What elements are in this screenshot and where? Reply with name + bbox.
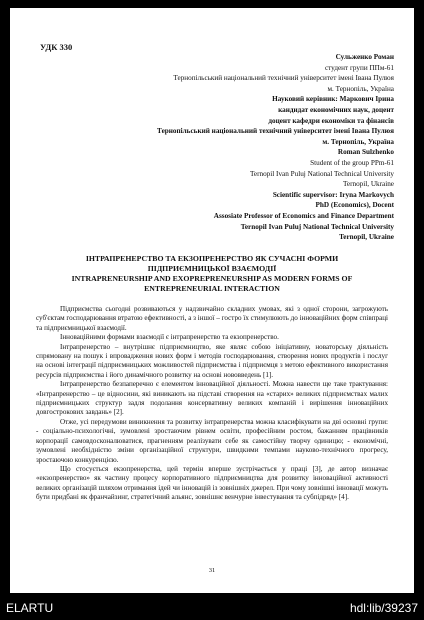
author-name-en: Roman Sulzhenko xyxy=(337,148,394,157)
supervisor-degree-en: PhD (Economics), Docent xyxy=(315,201,394,210)
paragraph: Що стосується екзопренерства, цей термін вперше зустрічається у праці [3], де автор визначає «екзопренерство» як частину процесу корпоративного підприємництва для розвитку інноваційної активності великих організацій шляхом отримання ідей чи інновацій із зовнішніх джерел. При чому зовнішні інновації можуть бути придбані як франчайзинг, стратегічний альянс, зовнішнє венчурне інвестування та субпідряд» [4]. xyxy=(36,464,388,502)
handle-id[interactable]: hdl:lib/39237 xyxy=(349,601,418,615)
paragraph: Інтрапренерство – внутрішнє підприємництво, яке являє собою ініціативну, новаторську діяльність спрямовану на пошук і впровадження нових форм і методів господарювання, створення нових продуктів і послуг на основі інтеграції підприємницьких можливостей підприємства і підприємця з метою ефективного використання ресурсів підприємства і його динамічного розвитку на основі нововведень [1]. xyxy=(36,342,388,379)
title-ua-line1: ІНТРАПРЕНЕРСТВО ТА ЕКЗОПРЕНЕРСТВО ЯК СУЧАСНІ ФОРМИ xyxy=(85,254,339,263)
supervisor-position-ua: доцент кафедри економіки та фінансів xyxy=(268,116,394,125)
paragraph: Інноваційними формами взаємодії є інтрапренерство та екзопренерство. xyxy=(60,333,279,342)
paper-page xyxy=(10,8,414,593)
supervisor-position-en: Assosiate Professor of Economics and Finance Department xyxy=(213,211,394,220)
author-university-ua: Тернопільський національний технічний університет імені Івана Пулюя xyxy=(173,74,394,83)
article-body xyxy=(36,305,388,503)
author-info xyxy=(100,52,394,243)
repository-name: ELARTU xyxy=(6,601,54,615)
author-status-ua: студент групи ППм-61 xyxy=(324,63,394,72)
paragraph: Отже, усі передумови виникнення та розвитку інтрапренерства можна класифікувати на дві основні групи: - соціально-психологічні, зумовлені зростаючим рівнем освіти, професійним ростом, бажанням працівників корпорації самовдосконалюватися, прагненням реалізувати себе як самостійну творчу одиницю; - економічні, зумовлені необхідністю зміни організаційної структури, швидкими темпами науково-технічного прогресу, зростаючою конкуренцією. xyxy=(36,417,388,464)
author-university-en: Ternopil Ivan Puluj National Technical University xyxy=(250,169,394,178)
author-city-en: Ternopil, Ukraine xyxy=(343,180,394,189)
supervisor-ua: Науковий керівник: Маркович Ірина xyxy=(272,95,394,104)
supervisor-university-ua: Тернопільський національний технічний університет імені Івана Пулюя xyxy=(157,127,394,136)
page-number: 31 xyxy=(208,567,216,574)
supervisor-city-en: Ternopil, Ukraine xyxy=(339,233,394,242)
title-en-line2: ENTREPRENEURIAL INTERACTION xyxy=(144,284,280,293)
paragraph: Інтрапренерство безпаперечно є елементом інноваційної діяльності. Можна навести ще таке трактування: «Інтрапренерство – це відносини, які виникають на підставі створення на «старих» великих підприємствах малих підприємницьких структур задля подолання консервативну великих компаній і вирішення інноваційних довгострокових завдань» [2]. xyxy=(36,380,388,417)
supervisor-en: Scientific supervisor: Iryna Markovych xyxy=(272,190,394,199)
supervisor-degree-ua: кандидат економічних наук, доцент xyxy=(278,105,394,114)
article-titles xyxy=(38,254,386,294)
udk-code: УДК 330 xyxy=(40,42,73,52)
supervisor-university-en: Ternopil Ivan Puluj National Technical University xyxy=(240,222,394,231)
title-ua-line2: ПІДПРИЄМНИЦЬКОЇ ВЗАЄМОДІЇ xyxy=(147,264,277,273)
author-status-en: Student of the group PPm-61 xyxy=(310,158,394,167)
supervisor-city-ua: м. Тернопіль, Україна xyxy=(322,137,394,146)
title-en-line1: INTRAPRENEURSHIP AND EXOPREPRENEURSHIP AS MODERN FORMS OF xyxy=(71,274,353,283)
paragraph: Підприємства сьогодні розвиваються у надзвичайно складних умовах, які з одної сторони, загрожують суб'єктам господарювання втратою ефективності, а з іншої – гостро їх стимулюють до інноваційних форм співпраці та підприємницької взаємодії. xyxy=(36,305,388,332)
repository-footer xyxy=(0,595,424,620)
author-city-ua: м. Тернопіль, Україна xyxy=(327,84,394,93)
author-name-ua: Сульженко Роман xyxy=(335,53,394,61)
